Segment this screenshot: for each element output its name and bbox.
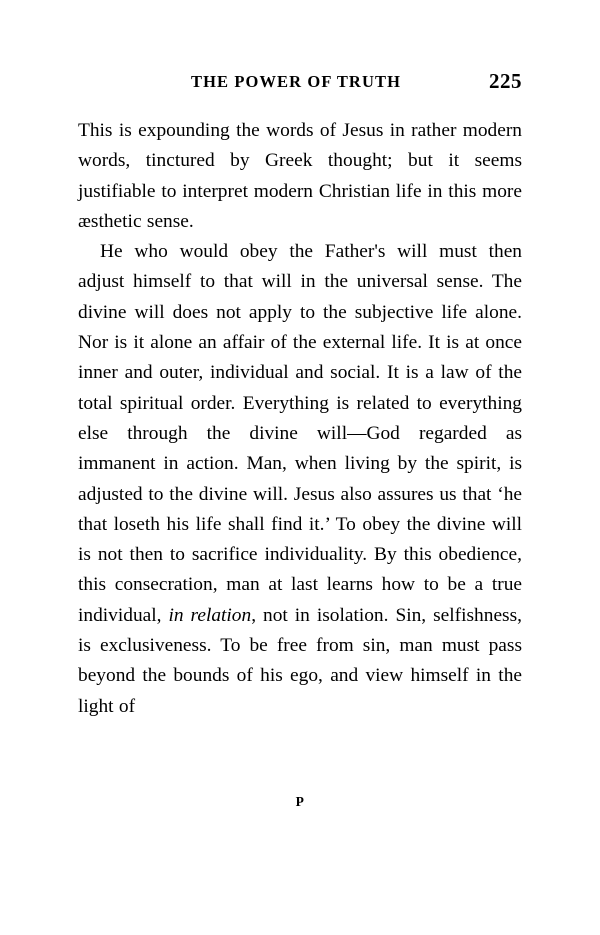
page-number: 225 bbox=[489, 69, 522, 93]
paragraph-2-text-start: He who would obey the Father's will must then adjust himself to that will in the universal sense. The divine will does not apply to the subjective life alone. Nor is it alone an affair of the external life. It is at once inner and outer, individual and social. It is a law of the total spiritual order. Everything is related to everything else through the divine will—God regarded as immanent in action. Man, when living by the spirit, is adjusted to the divine will. Jesus also assures us that ‘he that loseth his life shall find it.’ To obey the divine will is not then to sacrifice individuality. By this obedience, this consecration, man at last learns how to be a true individual, bbox=[78, 241, 522, 626]
paragraph-2-italic-phrase: in relation bbox=[168, 604, 252, 626]
paragraph-2 bbox=[78, 237, 522, 722]
paragraph-1: This is expounding the words of Jesus in rather modern words, tinctured by Greek thought; but it seems justifiable to interpret modern Christian life in this more æsthetic sense. bbox=[78, 120, 522, 232]
page-content bbox=[78, 69, 522, 809]
running-head: THE POWER OF TRUTH bbox=[190, 72, 402, 91]
page-header bbox=[78, 69, 522, 98]
signature-mark: P bbox=[295, 794, 305, 809]
paragraph-2-text-end: , not in isolation. Sin, selfishness, is exclusiveness. To be free from sin, man must pass beyond the bounds of his ego, and view himself in the light of bbox=[78, 604, 522, 717]
